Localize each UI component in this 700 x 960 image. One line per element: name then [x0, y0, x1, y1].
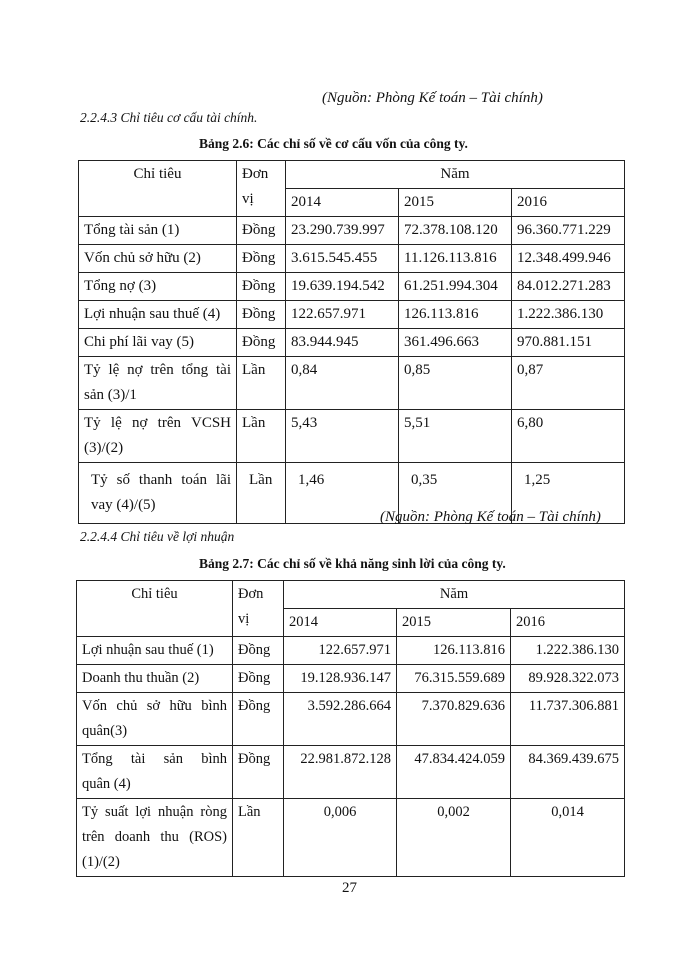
row-unit: Lần: [237, 410, 286, 463]
row-label: Lợi nhuận sau thuế (4): [79, 301, 237, 329]
year-2014: 2014: [286, 189, 399, 217]
table-row: [77, 693, 625, 746]
cell-value: 22.981.872.128: [284, 746, 397, 799]
cell-value: 72.378.108.120: [399, 217, 512, 245]
section-heading-2-2-4-4: 2.2.4.4 Chỉ tiêu về lợi nhuận: [80, 529, 235, 544]
cell-value: 0,84: [286, 357, 399, 410]
row-unit: Đồng: [233, 693, 284, 746]
cell-value: 0,006: [284, 799, 397, 877]
year-2015: 2015: [399, 189, 512, 217]
row-label: Tổng tài sản (1): [79, 217, 237, 245]
cell-value: 126.113.816: [399, 301, 512, 329]
cell-value: 83.944.945: [286, 329, 399, 357]
header-indicator: Chỉ tiêu: [77, 581, 233, 637]
row-label: Chi phí lãi vay (5): [79, 329, 237, 357]
row-unit: Đồng: [237, 329, 286, 357]
cell-value: 122.657.971: [284, 637, 397, 665]
row-label: [77, 799, 233, 877]
row-label-line: (3)/(2): [84, 440, 124, 456]
source-note-mid: (Nguồn: Phòng Kế toán – Tài chính): [380, 509, 601, 525]
row-label-line: Tỷ lệ nợ trên tổng tài: [84, 362, 231, 378]
row-unit: Đồng: [237, 245, 286, 273]
cell-value: 61.251.994.304: [399, 273, 512, 301]
cell-value: 89.928.322.073: [511, 665, 625, 693]
row-label: Lợi nhuận sau thuế (1): [77, 637, 233, 665]
cell-value: 3.615.545.455: [286, 245, 399, 273]
header-year: Năm: [284, 581, 625, 609]
table-row: [77, 746, 625, 799]
row-label-line: Vốn chủ sở hữu bình: [82, 698, 227, 714]
row-unit: Đồng: [233, 637, 284, 665]
table2-caption: Bảng 2.7: Các chỉ số về khả năng sinh lời của công ty.: [199, 556, 506, 571]
row-label-line: sản (3)/1: [84, 387, 137, 403]
row-label-line: Tỷ suất lợi nhuận ròng: [82, 804, 227, 820]
page-number: 27: [342, 880, 357, 896]
table-row: [77, 665, 625, 693]
year-2016: 2016: [511, 609, 625, 637]
table-capital-structure: [78, 160, 625, 524]
year-2014: 2014: [284, 609, 397, 637]
table-row: [79, 273, 625, 301]
cell-value: 96.360.771.229: [512, 217, 625, 245]
cell-value: 0,002: [397, 799, 511, 877]
cell-value: 6,80: [512, 410, 625, 463]
table-profitability: [76, 580, 625, 877]
cell-value: 5,51: [399, 410, 512, 463]
cell-value: 11.737.306.881: [511, 693, 625, 746]
table-row: [77, 637, 625, 665]
cell-value: 3.592.286.664: [284, 693, 397, 746]
cell-value: 0,014: [511, 799, 625, 877]
section-heading-2-2-4-3: 2.2.4.3 Chỉ tiêu cơ cấu tài chính.: [80, 110, 258, 125]
row-label: Tổng nợ (3): [79, 273, 237, 301]
cell-value: 0,87: [512, 357, 625, 410]
cell-value: 19.128.936.147: [284, 665, 397, 693]
row-label: [79, 410, 237, 463]
cell-value: 1,25: [512, 463, 625, 524]
row-label-line: Tỷ lệ nợ trên VCSH: [84, 415, 231, 431]
row-label-line: Tỷ số thanh toán lãi: [91, 472, 231, 488]
cell-value: 5,43: [286, 410, 399, 463]
row-label-line: quân (4): [82, 776, 131, 792]
cell-value: 12.348.499.946: [512, 245, 625, 273]
cell-value: 7.370.829.636: [397, 693, 511, 746]
table-row: [79, 357, 625, 410]
row-label-line: trên doanh thu (ROS): [82, 829, 227, 845]
year-2015: 2015: [397, 609, 511, 637]
row-label: [77, 746, 233, 799]
row-unit: Đồng: [237, 301, 286, 329]
table-row: [79, 217, 625, 245]
cell-value: 1.222.386.130: [511, 637, 625, 665]
table-header-row: [79, 161, 625, 189]
row-label-line: vay (4)/(5): [91, 497, 156, 513]
cell-value: 361.496.663: [399, 329, 512, 357]
row-unit: Lần: [233, 799, 284, 877]
header-unit: Đơn vị: [233, 581, 284, 637]
cell-value: 84.012.271.283: [512, 273, 625, 301]
header-indicator: Chỉ tiêu: [79, 161, 237, 217]
cell-value: 122.657.971: [286, 301, 399, 329]
table-row: [79, 410, 625, 463]
cell-value: 0,35: [399, 463, 512, 524]
row-label: Vốn chủ sở hữu (2): [79, 245, 237, 273]
cell-value: 19.639.194.542: [286, 273, 399, 301]
table-row: [79, 301, 625, 329]
cell-value: 1,46: [286, 463, 399, 524]
cell-value: 76.315.559.689: [397, 665, 511, 693]
cell-value: 1.222.386.130: [512, 301, 625, 329]
row-label-line: quân(3): [82, 723, 128, 739]
row-label: Doanh thu thuần (2): [77, 665, 233, 693]
header-unit: Đơn vị: [237, 161, 286, 217]
table-header-row: [77, 581, 625, 609]
cell-value: 23.290.739.997: [286, 217, 399, 245]
year-2016: 2016: [512, 189, 625, 217]
table-row: [79, 245, 625, 273]
row-label: [79, 357, 237, 410]
table-row: [79, 329, 625, 357]
row-unit: Đồng: [233, 665, 284, 693]
row-label: [77, 693, 233, 746]
row-unit: Đồng: [233, 746, 284, 799]
row-unit: Lần: [237, 357, 286, 410]
cell-value: 970.881.151: [512, 329, 625, 357]
row-unit: Đồng: [237, 217, 286, 245]
source-note-top: (Nguồn: Phòng Kế toán – Tài chính): [322, 90, 543, 106]
table1-caption: Bảng 2.6: Các chỉ số về cơ cấu vốn của công ty.: [199, 136, 468, 151]
row-label: [79, 463, 237, 524]
row-label-line: (1)/(2): [82, 854, 120, 870]
header-year: Năm: [286, 161, 625, 189]
row-label-line: Tổng tài sản bình: [82, 751, 227, 767]
cell-value: 47.834.424.059: [397, 746, 511, 799]
cell-value: 11.126.113.816: [399, 245, 512, 273]
table-row: [77, 799, 625, 877]
cell-value: 84.369.439.675: [511, 746, 625, 799]
cell-value: 0,85: [399, 357, 512, 410]
cell-value: 126.113.816: [397, 637, 511, 665]
row-unit: Lần: [237, 463, 286, 524]
row-unit: Đồng: [237, 273, 286, 301]
